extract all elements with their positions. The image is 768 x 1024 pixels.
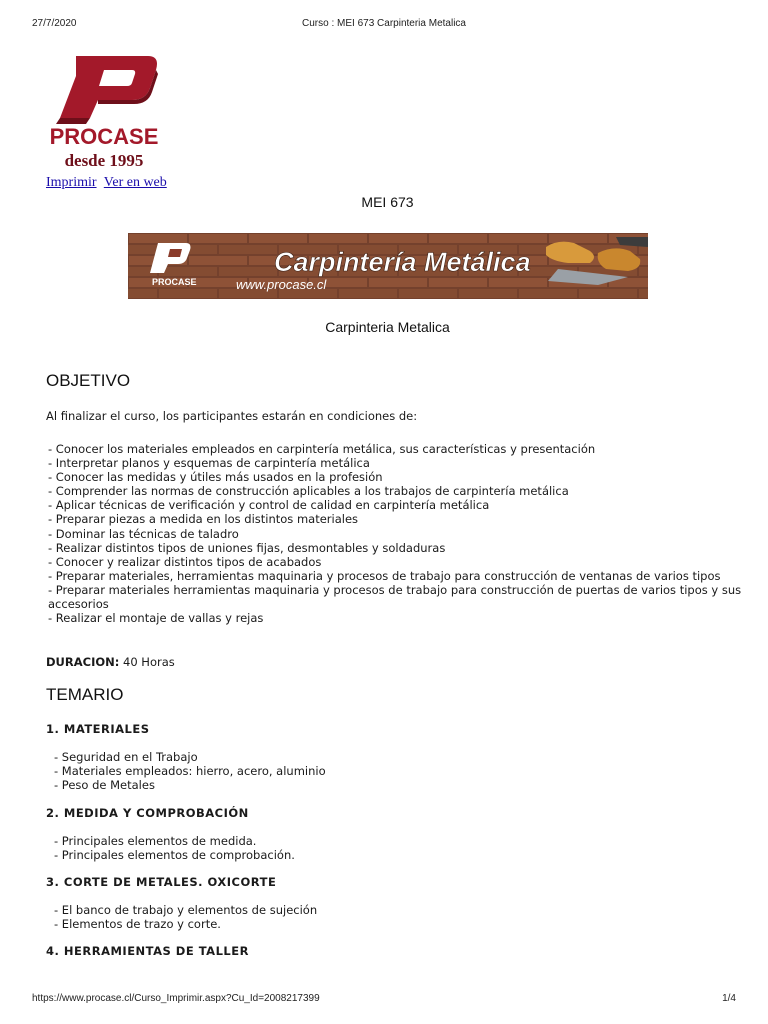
objective-item: - Aplicar técnicas de verificación y control de calidad en carpintería metálica [48,498,490,513]
objective-list [46,442,742,625]
page-number: 1/4 [722,993,736,1004]
topic-title: 4. HERRAMIENTAS DE TALLER [46,943,249,958]
objective-heading: OBJETIVO [46,371,131,390]
objective-item: - Interpretar planos y esquemas de carpintería metálica [48,456,370,471]
duration-label: DURACION: [46,655,120,670]
print-header [0,18,768,32]
course-name: Carpinteria Metalica [325,319,450,335]
objective-item: - Conocer y realizar distintos tipos de acabados [48,554,322,569]
objective-item: - Dominar las técnicas de taladro [48,526,239,541]
duration [46,655,742,669]
topic-title: 2. MEDIDA Y COMPROBACIÓN [46,805,249,820]
print-link[interactable]: Imprimir [46,175,97,190]
banner-title: Carpintería Metálica [274,247,531,277]
objective-item: - Conocer los materiales empleados en carpintería metálica, sus características y presentación [48,442,596,456]
topic-item: - Seguridad en el Trabajo [54,750,198,765]
topic-item: - Peso de Metales [54,778,155,793]
logo-tagline: desde 1995 [64,151,144,170]
topic-item: - Elementos de trazo y corte. [54,916,221,931]
topic-title: 1. MATERIALES [46,722,150,737]
topic-item: - El banco de trabajo y elementos de sujeción [54,902,318,917]
syllabus-topic [46,875,742,931]
topic-item: - Principales elementos de comprobación. [54,847,295,862]
print-date: 27/7/2020 [32,18,77,29]
procase-logo-graphic [46,48,164,172]
topic-items [46,903,742,931]
banner-url: www.procase.cl [236,277,327,292]
syllabus-topic [46,806,742,862]
view-web-link[interactable]: Ver en web [103,175,167,190]
procase-logo [46,48,164,172]
syllabus-heading: TEMARIO [46,685,124,705]
banner-logo-text: PROCASE [152,277,197,287]
topic-items [46,834,742,862]
course-code: MEI 673 [361,194,414,210]
objective-item: - Preparar materiales herramientas maquinaria y procesos de trabajo para construcción de puertas de varios tipos y sus accesorios [48,582,742,612]
objective-item: - Preparar materiales, herramientas maquinaria y procesos de trabajo para construcción de ventanas de varios tipos [48,568,721,583]
objective-item: - Realizar el montaje de vallas y rejas [48,611,264,626]
duration-value: 40 Horas [123,655,175,670]
objective-intro: Al finalizar el curso, los participantes estarán en condiciones de: [46,409,418,423]
objective-item: - Comprender las normas de construcción aplicables a los trabajos de carpintería metálica [48,484,569,499]
syllabus-topic [46,944,742,958]
topic-item: - Materiales empleados: hierro, acero, aluminio [54,764,326,779]
topic-items [46,750,742,792]
action-links [46,175,171,191]
objective-item: - Conocer las medidas y útiles más usados en la profesión [48,470,383,485]
course-content [46,370,742,958]
objective-item: - Realizar distintos tipos de uniones fijas, desmontables y soldaduras [48,540,446,555]
course-banner [128,233,648,299]
topic-item: - Principales elementos de medida. [54,833,257,848]
objective-item: - Preparar piezas a medida en los distintos materiales [48,512,359,527]
print-title: Curso : MEI 673 Carpinteria Metalica [302,18,466,29]
banner-graphic [128,233,648,299]
logo-brand: PROCASE [49,124,159,149]
syllabus-topic [46,722,742,792]
topic-title: 3. CORTE DE METALES. OXICORTE [46,874,277,889]
print-footer [0,993,768,1007]
print-url: https://www.procase.cl/Curso_Imprimir.aspx?Cu_Id=2008217399 [32,993,320,1004]
